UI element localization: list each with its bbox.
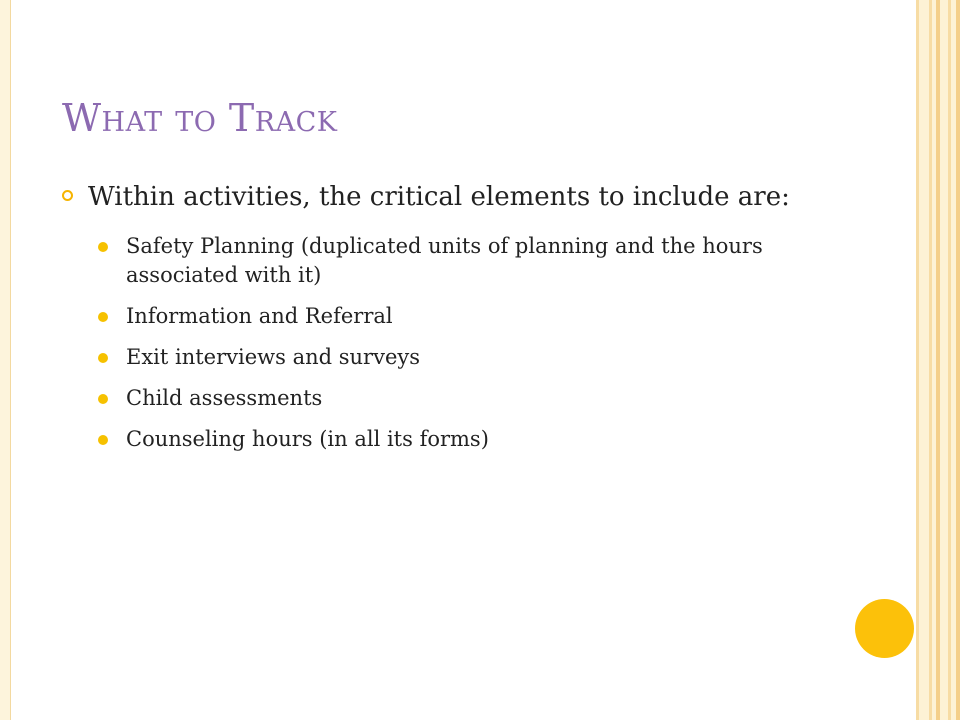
left-border-decoration: [0, 0, 11, 720]
list-item: [98, 425, 842, 454]
list-item-text: Safety Planning (duplicated units of planning and the hours associated with it): [126, 234, 763, 287]
list-item-text: Child assessments: [126, 386, 323, 410]
list-item: [98, 232, 842, 290]
list-item: [98, 343, 842, 372]
slide-content: [62, 178, 842, 466]
list-item-text: Exit interviews and surveys: [126, 345, 421, 369]
dot-bullet-icon: [98, 353, 108, 363]
ring-bullet-icon: [62, 190, 73, 201]
main-bullet-text: Within activities, the critical elements to include are:: [88, 182, 790, 212]
right-border-decoration: [916, 0, 960, 720]
slide-title: What to Track: [62, 96, 338, 140]
list-item: [98, 384, 842, 413]
list-item-text: Information and Referral: [126, 304, 393, 328]
sub-bullet-list: [62, 232, 842, 454]
dot-bullet-icon: [98, 394, 108, 404]
dot-bullet-icon: [98, 242, 108, 252]
dot-bullet-icon: [98, 435, 108, 445]
list-item-text: Counseling hours (in all its forms): [126, 427, 489, 451]
main-bullet: [62, 178, 842, 216]
list-item: [98, 302, 842, 331]
dot-bullet-icon: [98, 312, 108, 322]
decorative-circle-icon: [855, 599, 914, 658]
